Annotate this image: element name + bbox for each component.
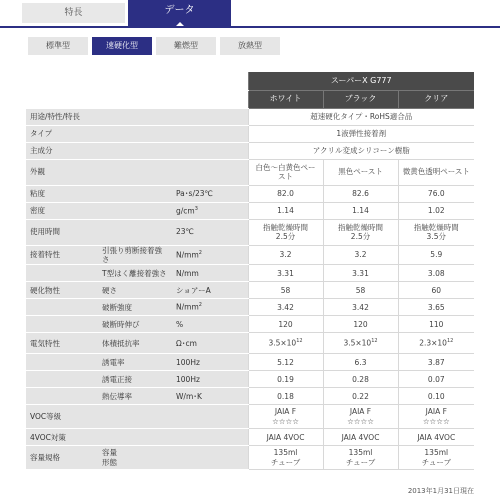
row-unit (172, 429, 248, 446)
row-sublabel (98, 108, 172, 125)
value-cell: 白色～白黄色ペースト (248, 159, 323, 185)
value-cell: 指触乾燥時間 2.5分 (323, 219, 398, 245)
row-unit: % (172, 316, 248, 333)
row-unit (172, 108, 248, 125)
value-cell: 60 (398, 282, 474, 299)
row-label (26, 265, 98, 282)
row-sublabel (98, 125, 172, 142)
row-sublabel: 破断強度 (98, 299, 172, 316)
row-unit: N/mm (172, 265, 248, 282)
row-label: 外観 (26, 159, 98, 185)
subtab-flame-retardant[interactable]: 難燃型 (156, 37, 216, 55)
row-unit (172, 142, 248, 159)
value-cell: 0.22 (323, 388, 398, 405)
value-cell: 120 (248, 316, 323, 333)
column-header: クリア (398, 90, 474, 108)
value-cell: 5.9 (398, 245, 474, 265)
row-sublabel: 容量 形態 (98, 446, 172, 470)
row-sublabel (98, 219, 172, 245)
color-header-row (26, 90, 474, 108)
product-name: スーパーX G777 (248, 72, 474, 90)
row-sublabel: 熱伝導率 (98, 388, 172, 405)
value-cell: 指触乾燥時間 2.5分 (248, 219, 323, 245)
table-row (26, 185, 474, 202)
row-unit: W/m･K (172, 388, 248, 405)
value-cell: 黒色ペースト (323, 159, 398, 185)
value-cell: 135ml チューブ (323, 446, 398, 470)
row-sublabel (98, 142, 172, 159)
value-cell: 6.3 (323, 354, 398, 371)
header-blank (26, 72, 248, 90)
row-unit: 100Hz (172, 354, 248, 371)
value-cell: JAIA 4VOC (248, 429, 323, 446)
value-cell: $3.5\times 10^{12}$ (248, 333, 323, 354)
table-row (26, 405, 474, 429)
row-sublabel: 誘電率 (98, 354, 172, 371)
value-cell: 3.42 (248, 299, 323, 316)
subtab-heat-dissipating[interactable]: 放熱型 (220, 37, 280, 55)
row-sublabel: T型はく離接着強さ (98, 265, 172, 282)
spanned-value: 1液弾性接着剤 (248, 125, 474, 142)
row-sublabel (98, 159, 172, 185)
row-label (26, 388, 98, 405)
row-sublabel: 体積抵抗率 (98, 333, 172, 354)
value-cell: 1.14 (248, 202, 323, 219)
row-sublabel: 破断時伸び (98, 316, 172, 333)
row-sublabel (98, 185, 172, 202)
value-cell: JAIA F ☆☆☆☆ (398, 405, 474, 429)
value-cell: 3.87 (398, 354, 474, 371)
table-row (26, 388, 474, 405)
value-cell: 135ml チューブ (248, 446, 323, 470)
value-cell: 微黄色透明ペースト (398, 159, 474, 185)
row-unit: $N/mm^2$ (172, 245, 248, 265)
top-tab-bar (0, 0, 500, 26)
row-label: 主成分 (26, 142, 98, 159)
product-header-row (26, 72, 474, 90)
row-sublabel (98, 429, 172, 446)
value-cell: 指触乾燥時間 3.5分 (398, 219, 474, 245)
value-cell: JAIA F ☆☆☆☆ (323, 405, 398, 429)
value-cell: 0.10 (398, 388, 474, 405)
value-cell: JAIA 4VOC (323, 429, 398, 446)
value-cell: 82.0 (248, 185, 323, 202)
table-row (26, 316, 474, 333)
header-blank (26, 90, 248, 108)
tab-data-label: データ (164, 5, 195, 16)
tab-data[interactable] (128, 0, 231, 26)
row-label (26, 316, 98, 333)
row-label: VOC等級 (26, 405, 98, 429)
row-sublabel: 引張り剪断接着強さ (98, 245, 172, 265)
table-row (26, 125, 474, 142)
row-sublabel: 誘電正接 (98, 371, 172, 388)
row-sublabel: 硬さ (98, 282, 172, 299)
row-unit: Pa･s/23℃ (172, 185, 248, 202)
table-row (26, 282, 474, 299)
value-cell: 58 (323, 282, 398, 299)
row-unit: $N/mm^2$ (172, 299, 248, 316)
row-label: 粘度 (26, 185, 98, 202)
value-cell: 3.08 (398, 265, 474, 282)
table-row (26, 265, 474, 282)
spec-table (26, 72, 474, 470)
value-cell: $2.3\times 10^{12}$ (398, 333, 474, 354)
row-unit (172, 405, 248, 429)
value-cell: 3.65 (398, 299, 474, 316)
column-header: ブラック (323, 90, 398, 108)
value-cell: 58 (248, 282, 323, 299)
table-row (26, 299, 474, 316)
row-unit: 100Hz (172, 371, 248, 388)
value-cell: 1.02 (398, 202, 474, 219)
row-label: 接着特性 (26, 245, 98, 265)
table-row (26, 446, 474, 470)
value-cell: 0.28 (323, 371, 398, 388)
table-row (26, 429, 474, 446)
table-row (26, 245, 474, 265)
row-sublabel (98, 405, 172, 429)
value-cell: 0.18 (248, 388, 323, 405)
row-label: 使用時間 (26, 219, 98, 245)
row-unit (172, 446, 248, 470)
value-cell: 3.2 (323, 245, 398, 265)
value-cell: 3.31 (248, 265, 323, 282)
value-cell: 3.31 (323, 265, 398, 282)
row-unit: Ω･cm (172, 333, 248, 354)
table-row (26, 108, 474, 125)
value-cell: JAIA F ☆☆☆☆ (248, 405, 323, 429)
subtab-fast-curing[interactable]: 速硬化型 (92, 37, 152, 55)
row-label (26, 354, 98, 371)
row-label: 電気特性 (26, 333, 98, 354)
value-cell: 120 (323, 316, 398, 333)
value-cell: 3.2 (248, 245, 323, 265)
tab-feature[interactable]: 特長 (22, 3, 125, 23)
row-label (26, 299, 98, 316)
subtab-standard[interactable]: 標準型 (28, 37, 88, 55)
row-unit: 23℃ (172, 219, 248, 245)
footnote-date: 2013年1月31日現在 (407, 487, 474, 495)
table-row (26, 142, 474, 159)
value-cell: 82.6 (323, 185, 398, 202)
value-cell: 3.42 (323, 299, 398, 316)
value-cell: $3.5\times 10^{12}$ (323, 333, 398, 354)
table-row (26, 159, 474, 185)
row-sublabel (98, 202, 172, 219)
table-row (26, 371, 474, 388)
value-cell: JAIA 4VOC (398, 429, 474, 446)
spanned-value: 超速硬化タイプ・RoHS適合品 (248, 108, 474, 125)
row-unit: ショアーA (172, 282, 248, 299)
row-label: 用途/特性/特長 (26, 108, 98, 125)
column-header: ホワイト (248, 90, 323, 108)
value-cell: 110 (398, 316, 474, 333)
value-cell: 1.14 (323, 202, 398, 219)
row-label: 硬化物性 (26, 282, 98, 299)
table-row (26, 333, 474, 354)
tab-underline (0, 26, 500, 28)
row-label: タイプ (26, 125, 98, 142)
value-cell: 0.07 (398, 371, 474, 388)
row-label: 密度 (26, 202, 98, 219)
spanned-value: アクリル変成シリコーン樹脂 (248, 142, 474, 159)
value-cell: 5.12 (248, 354, 323, 371)
row-label: 4VOC対策 (26, 429, 98, 446)
row-label (26, 371, 98, 388)
value-cell: 76.0 (398, 185, 474, 202)
value-cell: 0.19 (248, 371, 323, 388)
table-row (26, 219, 474, 245)
row-unit (172, 159, 248, 185)
table-row (26, 202, 474, 219)
value-cell: 135ml チューブ (398, 446, 474, 470)
row-label: 容量規格 (26, 446, 98, 470)
table-row (26, 354, 474, 371)
row-unit: $g/cm^3$ (172, 202, 248, 219)
row-unit (172, 125, 248, 142)
